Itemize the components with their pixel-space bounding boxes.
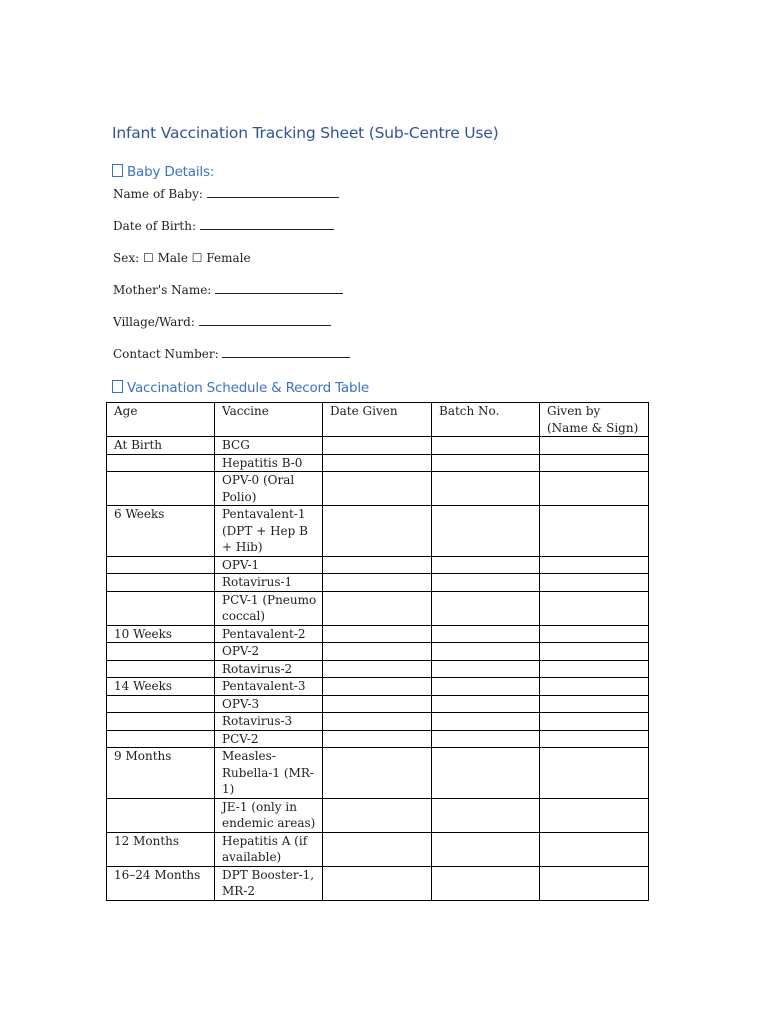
age-cell: 16–24 Months	[107, 866, 215, 900]
table-row	[107, 591, 649, 625]
batch-no-cell[interactable]	[432, 556, 540, 574]
dob-label: Date of Birth:	[113, 219, 196, 233]
date-given-cell[interactable]	[323, 591, 432, 625]
date-given-cell[interactable]	[323, 798, 432, 832]
batch-no-cell[interactable]	[432, 454, 540, 472]
table-row	[107, 454, 649, 472]
missing-glyph-icon	[112, 164, 123, 177]
schedule-heading-text: Vaccination Schedule & Record Table	[127, 380, 370, 396]
given-by-cell[interactable]	[540, 437, 649, 455]
table-row	[107, 798, 649, 832]
given-by-cell[interactable]	[540, 748, 649, 799]
age-cell: 6 Weeks	[107, 506, 215, 557]
header-age: Age	[107, 403, 215, 437]
age-cell: At Birth	[107, 437, 215, 455]
table-row	[107, 574, 649, 592]
dob-blank[interactable]	[200, 219, 334, 230]
vaccine-cell: Rotavirus-1	[215, 574, 323, 592]
age-cell	[107, 643, 215, 661]
date-given-cell[interactable]	[323, 730, 432, 748]
date-given-cell[interactable]	[323, 866, 432, 900]
age-cell: 12 Months	[107, 832, 215, 866]
vaccine-cell: OPV-3	[215, 695, 323, 713]
missing-glyph-icon	[112, 380, 123, 393]
date-given-cell[interactable]	[323, 556, 432, 574]
batch-no-cell[interactable]	[432, 866, 540, 900]
document-title: Infant Vaccination Tracking Sheet (Sub-Centre Use)	[112, 124, 499, 142]
date-given-cell[interactable]	[323, 472, 432, 506]
given-by-cell[interactable]	[540, 643, 649, 661]
given-by-cell[interactable]	[540, 730, 649, 748]
vaccine-cell: DPT Booster-1, MR-2	[215, 866, 323, 900]
baby-details-heading	[112, 164, 214, 180]
baby-details-heading-text: Baby Details:	[127, 164, 215, 180]
dob-field	[113, 219, 334, 233]
female-label: Female	[206, 251, 251, 265]
baby-name-label: Name of Baby:	[113, 187, 203, 201]
contact-blank[interactable]	[222, 347, 350, 358]
sex-label: Sex:	[113, 251, 140, 265]
table-row	[107, 625, 649, 643]
age-cell	[107, 660, 215, 678]
table-row	[107, 556, 649, 574]
batch-no-cell[interactable]	[432, 660, 540, 678]
age-cell: 9 Months	[107, 748, 215, 799]
male-checkbox[interactable]: ☐	[142, 251, 154, 265]
vaccine-cell: Pentavalent-1 (DPT + Hep B + Hib)	[215, 506, 323, 557]
vaccine-cell: Pentavalent-3	[215, 678, 323, 696]
given-by-cell[interactable]	[540, 506, 649, 557]
header-given-by: Given by (Name & Sign)	[540, 403, 649, 437]
age-cell	[107, 730, 215, 748]
table-row	[107, 748, 649, 799]
mother-name-label: Mother's Name:	[113, 283, 212, 297]
vaccine-cell: Measles-Rubella-1 (MR-1)	[215, 748, 323, 799]
female-checkbox[interactable]: ☐	[191, 251, 203, 265]
vaccine-cell: OPV-0 (Oral Polio)	[215, 472, 323, 506]
date-given-cell[interactable]	[323, 695, 432, 713]
given-by-cell[interactable]	[540, 454, 649, 472]
village-label: Village/Ward:	[113, 315, 195, 329]
vaccine-cell: Hepatitis B-0	[215, 454, 323, 472]
header-date-given: Date Given	[323, 403, 432, 437]
vaccine-cell: JE-1 (only in endemic areas)	[215, 798, 323, 832]
baby-name-blank[interactable]	[207, 187, 339, 198]
age-cell	[107, 713, 215, 731]
batch-no-cell[interactable]	[432, 643, 540, 661]
table-row	[107, 695, 649, 713]
age-cell	[107, 574, 215, 592]
vaccine-cell: Hepatitis A (if available)	[215, 832, 323, 866]
vaccination-table	[106, 402, 649, 901]
batch-no-cell[interactable]	[432, 591, 540, 625]
date-given-cell[interactable]	[323, 454, 432, 472]
date-given-cell[interactable]	[323, 660, 432, 678]
vaccine-cell: Pentavalent-2	[215, 625, 323, 643]
header-vaccine: Vaccine	[215, 403, 323, 437]
table-row	[107, 678, 649, 696]
vaccine-cell: BCG	[215, 437, 323, 455]
age-cell	[107, 695, 215, 713]
male-label: Male	[157, 251, 188, 265]
batch-no-cell[interactable]	[432, 437, 540, 455]
given-by-cell[interactable]	[540, 695, 649, 713]
mother-name-blank[interactable]	[215, 283, 343, 294]
age-cell	[107, 454, 215, 472]
given-by-cell[interactable]	[540, 660, 649, 678]
vaccine-cell: Rotavirus-2	[215, 660, 323, 678]
date-given-cell[interactable]	[323, 832, 432, 866]
table-row	[107, 866, 649, 900]
date-given-cell[interactable]	[323, 506, 432, 557]
vaccine-cell: Rotavirus-3	[215, 713, 323, 731]
table-row	[107, 643, 649, 661]
given-by-cell[interactable]	[540, 574, 649, 592]
batch-no-cell[interactable]	[432, 730, 540, 748]
date-given-cell[interactable]	[323, 625, 432, 643]
batch-no-cell[interactable]	[432, 713, 540, 731]
table-header-row	[107, 403, 649, 437]
village-blank[interactable]	[199, 315, 331, 326]
given-by-cell[interactable]	[540, 832, 649, 866]
batch-no-cell[interactable]	[432, 832, 540, 866]
age-cell	[107, 472, 215, 506]
date-given-cell[interactable]	[323, 643, 432, 661]
batch-no-cell[interactable]	[432, 748, 540, 799]
age-cell	[107, 591, 215, 625]
age-cell: 14 Weeks	[107, 678, 215, 696]
date-given-cell[interactable]	[323, 574, 432, 592]
given-by-cell[interactable]	[540, 713, 649, 731]
given-by-cell[interactable]	[540, 625, 649, 643]
village-field	[113, 315, 331, 329]
batch-no-cell[interactable]	[432, 695, 540, 713]
date-given-cell[interactable]	[323, 713, 432, 731]
batch-no-cell[interactable]	[432, 678, 540, 696]
sex-field	[113, 251, 251, 265]
batch-no-cell[interactable]	[432, 798, 540, 832]
header-batch-no: Batch No.	[432, 403, 540, 437]
date-given-cell[interactable]	[323, 748, 432, 799]
contact-label: Contact Number:	[113, 347, 219, 361]
baby-name-field	[113, 187, 339, 201]
mother-name-field	[113, 283, 343, 297]
vaccine-cell: OPV-2	[215, 643, 323, 661]
table-row	[107, 832, 649, 866]
vaccine-cell: PCV-1 (Pneumococcal)	[215, 591, 323, 625]
batch-no-cell[interactable]	[432, 574, 540, 592]
age-cell	[107, 798, 215, 832]
batch-no-cell[interactable]	[432, 625, 540, 643]
table-row	[107, 437, 649, 455]
given-by-cell[interactable]	[540, 472, 649, 506]
table-row	[107, 730, 649, 748]
batch-no-cell[interactable]	[432, 472, 540, 506]
given-by-cell[interactable]	[540, 678, 649, 696]
given-by-cell[interactable]	[540, 556, 649, 574]
given-by-cell[interactable]	[540, 866, 649, 900]
table-row	[107, 506, 649, 557]
date-given-cell[interactable]	[323, 437, 432, 455]
schedule-heading	[112, 380, 369, 396]
age-cell: 10 Weeks	[107, 625, 215, 643]
table-row	[107, 472, 649, 506]
batch-no-cell[interactable]	[432, 506, 540, 557]
contact-field	[113, 347, 350, 361]
vaccine-cell: PCV-2	[215, 730, 323, 748]
table-row	[107, 713, 649, 731]
date-given-cell[interactable]	[323, 678, 432, 696]
table-row	[107, 660, 649, 678]
vaccine-cell: OPV-1	[215, 556, 323, 574]
age-cell	[107, 556, 215, 574]
given-by-cell[interactable]	[540, 591, 649, 625]
given-by-cell[interactable]	[540, 798, 649, 832]
